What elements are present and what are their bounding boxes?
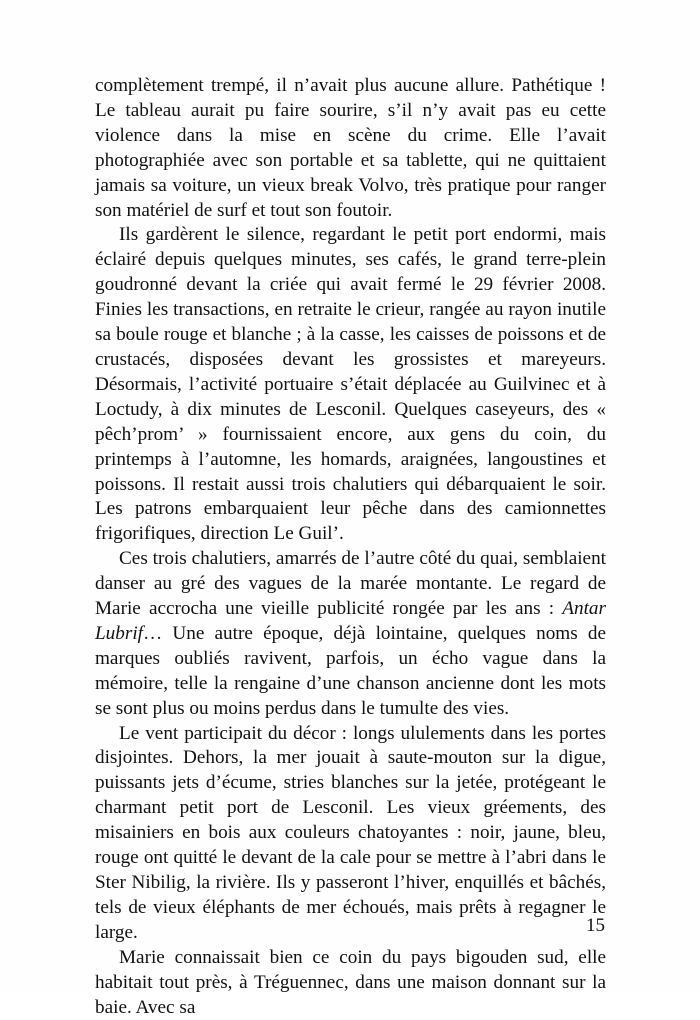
paragraph-text: Ces trois chalutiers, amarrés de l’autre côté du quai, semblaient danser au gré des vagues de la marée montante. Le regard de Marie accrocha une vieille publicité rongée par les ans :	[95, 548, 606, 620]
paragraph-vent: Le vent participait du décor : longs ululements dans les portes disjointes. Dehors, la mer jouait à saute-mouton sur la digue, puissants jets d’écume, stries blanches sur la jetée, protégeant le charmant petit port de Lesconil. Les vieux gréements, des misainiers en bois aux couleurs chatoyantes : noir, jaune, bleu, rouge ont quitté le devant de la cale pour se mettre à l’abri dans le Ster Nibilig, la rivière. Ils y passeront l’hiver, enquillés et bâchés, tels de vieux éléphants de mer échoués, mais prêts à regagner le large.	[95, 722, 606, 943]
paragraph-chalutiers	[95, 547, 606, 721]
brand-name-italic: Antar Lubrif	[95, 598, 606, 644]
paragraph-continued: complètement trempé, il n’avait plus aucune allure. Pathétique ! Le tableau aurait pu faire sourire, s’il n’y avait pas eu cette violence dans la mise en scène du crime. Elle l’avait photographiée avec son portable et sa tablette, qui ne quittaient jamais sa voiture, un vieux break Volvo, très pratique pour ranger son matériel de surf et tout son foutoir.	[95, 75, 606, 221]
paragraph-marie: Marie connaissait bien ce coin du pays bigouden sud, elle habitait tout près, à Tréguennec, dans une maison donnant sur la baie. Avec sa	[95, 946, 606, 1018]
page-number: 15	[586, 915, 605, 936]
paragraph-port: Ils gardèrent le silence, regardant le petit port endormi, mais éclairé depuis quelques minutes, ses cafés, le grand terre-plein goudronné devant la criée qui avait fermé le 29 février 2008. Finies les transactions, en retraite le crieur, rangée au rayon inutile sa boule rouge et blanche ; à la casse, les caisses de poissons et de crustacés, disposées devant les grossistes et mareyeurs. Désormais, l’activité portuaire s’était déplacée au Guilvinec et à Loctudy, à dix minutes de Lesconil. Quelques caseyeurs, des « pêch’prom’ » fournissaient encore, aux gens du coin, du printemps à l’automne, les homards, araignées, langoustines et poissons. Il restait aussi trois chalutiers qui débarquaient le soir. Les patrons embarquaient leur pêche dans des camionnettes frigorifiques, direction Le Guil’.	[95, 224, 606, 545]
paragraph-text: … Une autre époque, déjà lointaine, quelques noms de marques oubliés ravivent, parfois, un écho vague dans la mémoire, telle la rengaine d’une chanson ancienne dont les mots se sont plus ou moins perdus dans le tumulte des vies.	[95, 622, 606, 719]
body-text	[95, 74, 606, 1020]
